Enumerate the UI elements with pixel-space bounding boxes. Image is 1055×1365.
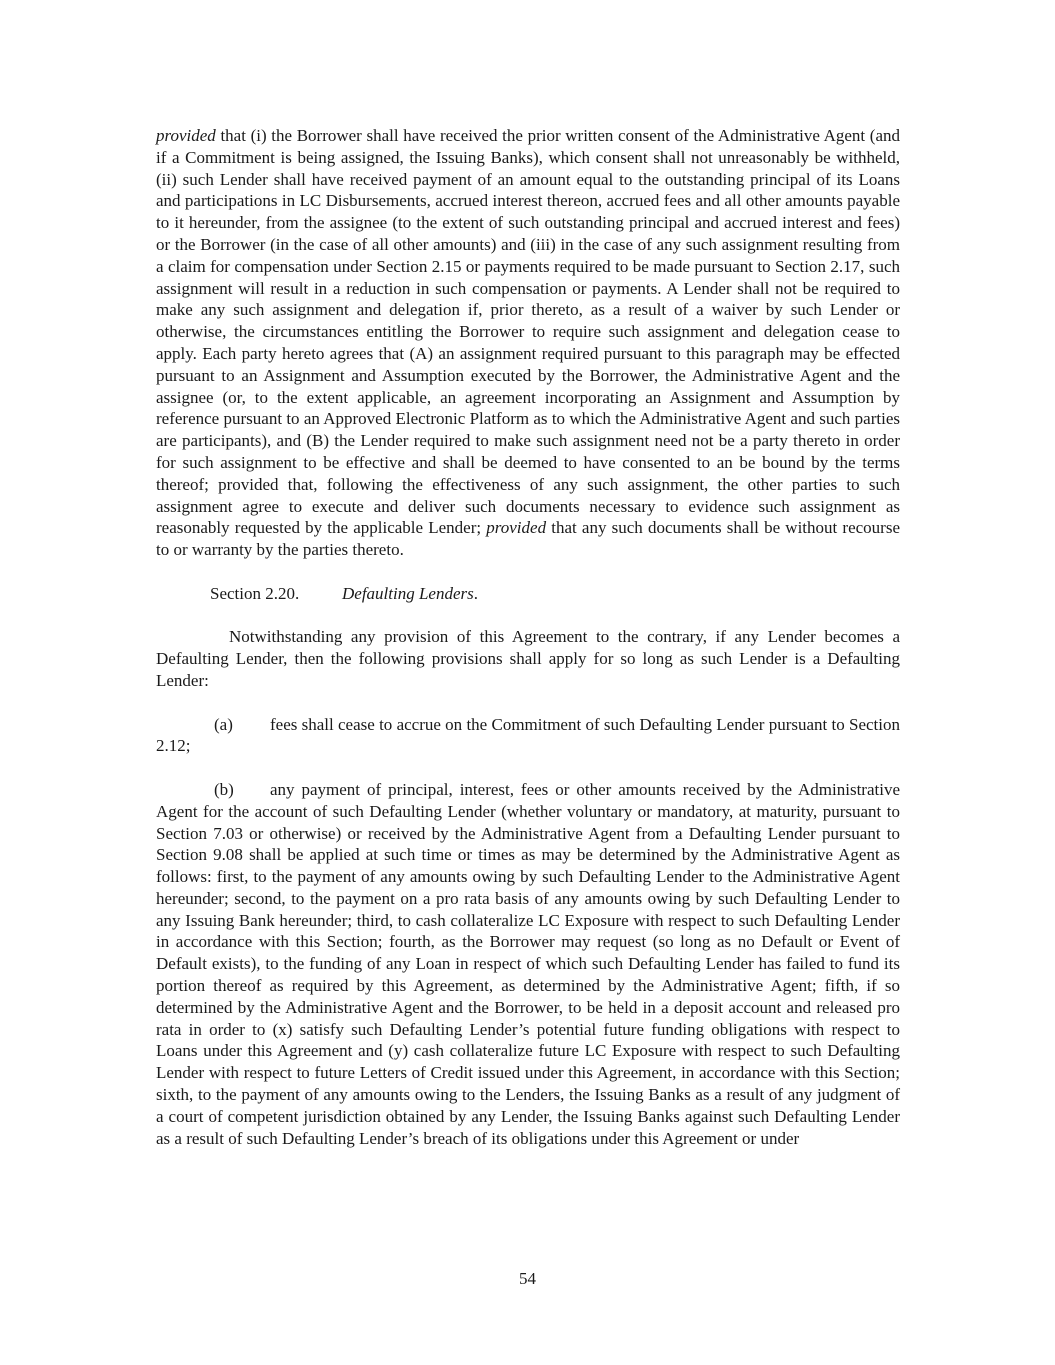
paragraph-text: that (i) the Borrower shall have received the prior written consent of the Administrative Agent (and if a Commitment is being assigned, the Issuing Banks), which consent shall not unreasonably be withheld, (ii) such Lender shall have received payment of an amount equal to the outstanding principal of its Loans and participations in LC Disbursements, accrued interest thereon, accrued fees and all other amounts payable to it hereunder, from the assignee (to the extent of such outstanding principal and accrued interest and fees) or the Borrower (in the case of all other amounts) and (iii) in the case of any such assignment resulting from a claim for compensation under Section 2.15 or payments required to be made pursuant to Section 2.17, such assignment will result in a reduction in such compensation or payments. A Lender shall not be required to make any such assignment and delegation if, prior thereto, as a result of a waiver by such Lender or otherwise, the circumstances entitling the Borrower to require such assignment and delegation cease to apply. Each party hereto agrees that (A) an assignment required pursuant to this paragraph may be effected pursuant to an Assignment and Assumption executed by the Borrower, the Administrative Agent and the assignee (or, to the extent applicable, an agreement incorporating an Assignment and Assumption by reference pursuant to an Approved Electronic Platform as to which the Administrative Agent and such parties are participants), and (B) the Lender required to make such assignment need not be a party thereto in order for such assignment to be effective and shall be deemed to have consented to an be bound by the terms thereof; provided that, following the effectiveness of any such assignment, the other parties to such assignment agree to execute and deliver such documents necessary to evidence such assignment as reasonably requested by the applicable Lender; [156,126,900,538]
italic-term-provided: provided [486,518,547,538]
section-title-period: . [473,583,478,603]
list-item-label: (a) [214,714,233,734]
list-item-a [156,714,900,758]
document-body [156,125,900,1149]
italic-term-provided: provided [156,126,216,145]
section-title: Defaulting Lenders [342,583,474,603]
paragraph-intro: Notwithstanding any provision of this Agreement to the contrary, if any Lender becomes a Defaulting Lender, then the following provisions shall apply for so long as such Lender is a Defaulting Lender: [156,627,900,690]
list-item-text: any payment of principal, interest, fees or other amounts received by the Administrative Agent for the account of such Defaulting Lender (whether voluntary or mandatory, at maturity, pursuant to Section 7.03 or otherwise) or received by the Administrative Agent from a Defaulting Lender pursuant to Section 9.08 shall be applied at such time or times as may be determined by the Administrative Agent as follows: first, to the payment of any amounts owing by such Defaulting Lender to the Administrative Agent hereunder; second, to the payment on a pro rata basis of any amounts owing by such Defaulting Lender to any Issuing Bank hereunder; third, to cash collateralize LC Exposure with respect to such Defaulting Lender in accordance with this Section; fourth, as the Borrower may request (so long as no Default or Event of Default exists), to the funding of any Loan in respect of which such Defaulting Lender has failed to fund its portion thereof as required by this Agreement, as determined by the Administrative Agent; fifth, if so determined by the Administrative Agent and the Borrower, to be held in a deposit account and released pro rata in order to (x) satisfy such Defaulting Lender’s potential future funding obligations with respect to Loans under this Agreement and (y) cash collateralize future LC Exposure with respect to such Defaulting Lender with respect to future Letters of Credit issued under this Agreement, in accordance with this Section; sixth, to the payment of any amounts owing to the Lenders, the Issuing Banks as a result of any judgment of a court of competent jurisdiction obtained by any Lender, the Issuing Banks against such Defaulting Lender as a result of such Defaulting Lender’s breach of its obligations under this Agreement or under [156,779,900,1148]
section-number: Section 2.20. [210,583,300,603]
list-item-text: fees shall cease to accrue on the Commitment of such Defaulting Lender pursuant to Section 2.12; [156,714,900,756]
list-item-b [156,779,900,1150]
paragraph-assignment-proviso [156,125,900,561]
list-item-label: (b) [214,779,234,799]
paragraph-text: that any such documents shall be without recourse to or warranty by the parties thereto. [156,518,900,560]
page-number: 54 [519,1269,536,1288]
section-heading [156,583,900,605]
